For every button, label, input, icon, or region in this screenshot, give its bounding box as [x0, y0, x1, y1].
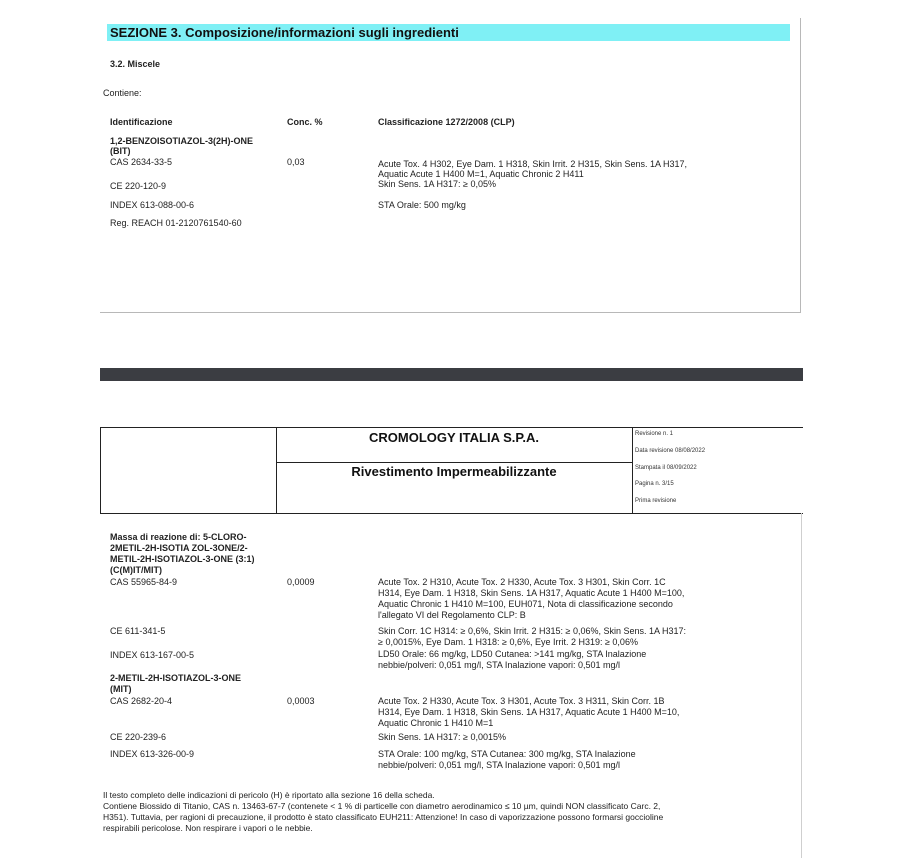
- revision-number: Revisione n. 1: [635, 431, 674, 437]
- index-number: INDEX 613-088-00-6: [110, 200, 195, 210]
- contains-label: Contiene:: [103, 88, 142, 98]
- page2-right-border: [801, 513, 802, 858]
- company-name: CROMOLOGY ITALIA S.P.A.: [369, 430, 539, 445]
- revision-date: Data revisione 08/08/2022: [635, 448, 706, 454]
- reach-number: Reg. REACH 01-2120761540-60: [110, 218, 242, 228]
- footnote-line: H351). Tuttavia, per ragioni di precauzione, il prodotto è stato classificato EUH211: Attenzione! In caso di vaporizzazione possono formarsi goccioline: [103, 812, 664, 822]
- ce-number: CE 220-239-6: [110, 732, 167, 742]
- concentration: 0,0003: [287, 696, 315, 706]
- index-number: INDEX 613-326-00-9: [110, 749, 195, 759]
- substance-abbrev: (C(M)IT/MIT): [110, 565, 162, 575]
- classification-line: Skin Sens. 1A H317: ≥ 0,0015%: [378, 732, 507, 742]
- classification-line: H314, Eye Dam. 1 H318, Skin Sens. 1A H317, Aquatic Acute 1 H400 M=10,: [378, 707, 680, 717]
- substance-name: 1,2-BENZOISOTIAZOL-3(2H)-ONE: [110, 136, 254, 146]
- substance-name: 2-METIL-2H-ISOTIAZOL-3-ONE: [110, 673, 241, 683]
- classification-line: l'allegato VI del Regolamento CLP: B: [378, 610, 526, 620]
- cas-number: CAS 2634-33-5: [110, 157, 173, 167]
- classification-line: Aquatic Chronic 1 H410 M=100, EUH071, Nota di classificazione secondo: [378, 599, 673, 609]
- product-name: Rivestimento Impermeabilizzante: [351, 464, 557, 479]
- page-number: Pagina n. 3/15: [635, 481, 674, 487]
- subsection-title: 3.2. Miscele: [110, 59, 161, 69]
- col-header-classificazione: Classificazione 1272/2008 (CLP): [378, 117, 515, 127]
- cas-number: CAS 2682-20-4: [110, 696, 173, 706]
- col-header-conc: Conc. %: [287, 117, 323, 127]
- sta-value: STA Orale: 500 mg/kg: [378, 200, 466, 210]
- substance-abbrev: (MIT): [110, 684, 132, 694]
- classification-line: LD50 Orale: 66 mg/kg, LD50 Cutanea: >141 mg/kg, STA Inalazione: [378, 649, 647, 659]
- footnote-line: Contiene Biossido di Titanio, CAS n. 13463-67-7 (contenete < 1 % di particelle con diametro aerodinamico ≤ 10 µm, quindi NON classificato Carc. 2,: [103, 801, 661, 811]
- footnote-line: Il testo completo delle indicazioni di pericolo (H) è riportato alla sezione 16 della scheda.: [103, 790, 435, 800]
- classification-line: Skin Sens. 1A H317: ≥ 0,05%: [378, 179, 497, 189]
- classification-line: Acute Tox. 2 H330, Acute Tox. 3 H301, Acute Tox. 3 H311, Skin Corr. 1B: [378, 696, 665, 706]
- classification-line: Acute Tox. 4 H302, Eye Dam. 1 H318, Skin Irrit. 2 H315, Skin Sens. 1A H317,: [378, 159, 687, 169]
- index-number: INDEX 613-167-00-5: [110, 650, 195, 660]
- ce-number: CE 611-341-5: [110, 626, 166, 636]
- ce-number: CE 220-120-9: [110, 181, 167, 191]
- substance-name: METIL-2H-ISOTIAZOL-3-ONE (3:1): [110, 554, 255, 564]
- header-border-bottom: [100, 513, 803, 514]
- classification-line: H314, Eye Dam. 1 H318, Skin Sens. 1A H317, Aquatic Acute 1 H400 M=100,: [378, 588, 685, 598]
- substance-abbrev: (BIT): [110, 146, 131, 156]
- section-title: SEZIONE 3. Composizione/informazioni sugli ingredienti: [110, 25, 459, 40]
- classification-line: Aquatic Chronic 1 H410 M=1: [378, 718, 494, 728]
- header-border-left: [100, 427, 101, 514]
- first-revision: Prima revisione: [635, 498, 677, 504]
- col-header-identificazione: Identificazione: [110, 117, 173, 127]
- substance-name: Massa di reazione di: 5-CLORO-: [110, 532, 247, 542]
- classification-line: Acute Tox. 2 H310, Acute Tox. 2 H330, Acute Tox. 3 H301, Skin Corr. 1C: [378, 577, 666, 587]
- concentration: 0,03: [287, 157, 305, 167]
- classification-line: Skin Corr. 1C H314: ≥ 0,6%, Skin Irrit. 2 H315: ≥ 0,06%, Skin Sens. 1A H317:: [378, 626, 687, 636]
- classification-line: Aquatic Acute 1 H400 M=1, Aquatic Chronic 2 H411: [378, 169, 584, 179]
- classification-line: nebbie/polveri: 0,051 mg/l, STA Inalazione vapori: 0,501 mg/l: [378, 660, 620, 670]
- page-divider: [100, 368, 803, 381]
- classification-line: STA Orale: 100 mg/kg, STA Cutanea: 300 mg/kg, STA Inalazione: [378, 749, 636, 759]
- substance-name: 2METIL-2H-ISOTIA ZOL-3ONE/2-: [110, 543, 248, 553]
- header-border-top: [100, 427, 803, 428]
- concentration: 0,0009: [287, 577, 315, 587]
- cas-number: CAS 55965-84-9: [110, 577, 178, 587]
- header-divider-meta: [632, 427, 633, 514]
- footnote-line: respirabili pericolose. Non respirare i vapori o le nebbie.: [103, 823, 313, 833]
- classification-line: nebbie/polveri: 0,051 mg/l, STA Inalazione vapori: 0,501 mg/l: [378, 760, 620, 770]
- header-divider-mid: [276, 462, 632, 463]
- print-date: Stampata il 08/09/2022: [635, 465, 697, 471]
- classification-line: ≥ 0,0015%, Eye Dam. 1 H318: ≥ 0,6%, Eye Irrit. 2 H319: ≥ 0,06%: [378, 637, 638, 647]
